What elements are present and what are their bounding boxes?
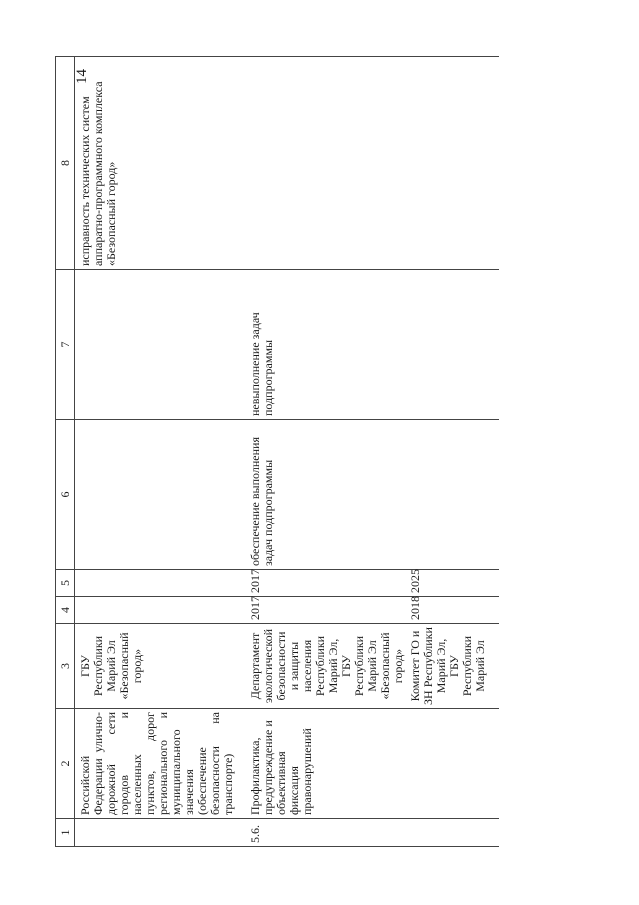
measure-name bbox=[405, 709, 499, 819]
table-row bbox=[245, 57, 405, 847]
table-row bbox=[405, 57, 499, 847]
col-header-4: 4 bbox=[56, 597, 75, 624]
relation bbox=[405, 57, 499, 270]
consequence: невыполнение задач подпрограммы bbox=[245, 270, 405, 420]
expected-result: обеспечение выполнения задач подпрограммы bbox=[245, 420, 405, 570]
end-year: 2017 bbox=[245, 570, 405, 597]
relation bbox=[245, 57, 405, 270]
consequence bbox=[75, 270, 246, 420]
col-header-8: 8 bbox=[56, 57, 75, 270]
table-row bbox=[75, 57, 246, 847]
end-year: 2025 bbox=[405, 570, 499, 597]
expected-result bbox=[75, 420, 246, 570]
row-number: 5.6. bbox=[245, 819, 405, 847]
start-year: 2017 bbox=[245, 597, 405, 624]
row-number bbox=[405, 819, 499, 847]
end-year bbox=[75, 570, 246, 597]
row-number bbox=[75, 819, 246, 847]
rotated-table-sheet bbox=[55, 57, 585, 847]
consequence bbox=[405, 270, 499, 420]
start-year: 2018 bbox=[405, 597, 499, 624]
col-header-7: 7 bbox=[56, 270, 75, 420]
executor: Департамент экологической безопасности и защиты населения Республики Марий Эл, ГБУ Республики Марий Эл «Безопасный город» bbox=[245, 624, 405, 709]
executor: Комитет ГО и ЗН Республики Марий Эл, ГБУ Республики Марий Эл bbox=[405, 624, 499, 709]
program-table bbox=[55, 56, 499, 847]
expected-result bbox=[405, 420, 499, 570]
relation: исправность технических систем аппаратно-программного комплекса «Безопасный город» bbox=[75, 57, 246, 270]
col-header-5: 5 bbox=[56, 570, 75, 597]
executor: ГБУ Республики Марий Эл «Безопасный город» bbox=[75, 624, 246, 709]
measure-name: Профилактика, предупреждение и объективная фиксация правонарушений bbox=[245, 709, 405, 819]
col-header-2: 2 bbox=[56, 709, 75, 819]
col-header-6: 6 bbox=[56, 420, 75, 570]
start-year bbox=[75, 597, 246, 624]
col-header-1: 1 bbox=[56, 819, 75, 847]
col-header-3: 3 bbox=[56, 624, 75, 709]
measure-name: Российской Федерации улично-дорожной сети городов и населенных пунктов, дорог регионального и муниципального значения (обеспечение безопасности на транспорте) bbox=[75, 709, 246, 819]
column-number-row bbox=[56, 57, 75, 847]
page-number: 14 bbox=[74, 69, 90, 84]
